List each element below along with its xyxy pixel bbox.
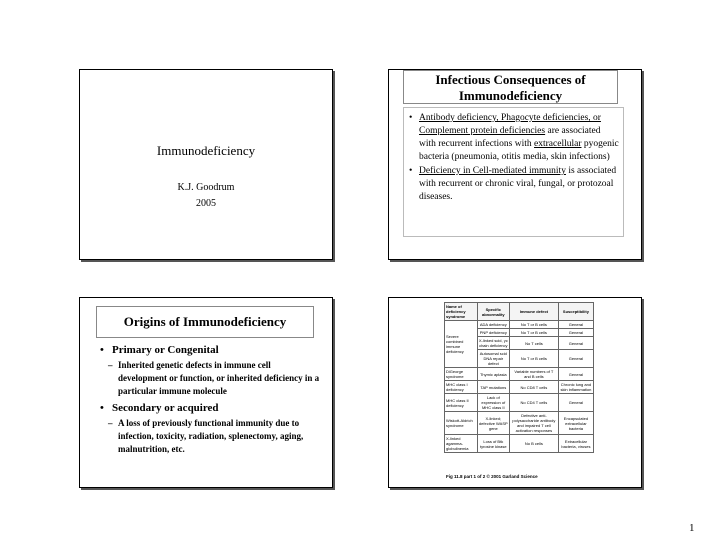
table-cell: Lack of expression of MHC class II bbox=[477, 394, 509, 412]
sub-bullet-item bbox=[100, 417, 320, 456]
bullet-text: are associated with recurrent infections with bbox=[419, 126, 601, 149]
bullet-item bbox=[100, 344, 320, 357]
bullet-item bbox=[100, 402, 320, 415]
deficiency-table bbox=[444, 302, 594, 453]
table-header-cell: Specific abnormality bbox=[477, 303, 509, 321]
bullet-icon: • bbox=[100, 402, 104, 414]
table-row bbox=[445, 368, 594, 381]
table-header-row bbox=[445, 303, 594, 321]
table-cell: Defective anti-polysaccharide antibody and impaired T cell activation responses bbox=[509, 412, 558, 435]
slide-infectious-consequences bbox=[388, 69, 642, 260]
table-cell: Wiskott-Aldrich syndrome bbox=[445, 412, 478, 435]
slide-heading: Origins of Immunodeficiency bbox=[96, 306, 314, 338]
table-cell: General bbox=[558, 394, 593, 412]
table-cell: X-linked scid, γc chain deficiency bbox=[478, 338, 508, 348]
slide-title-heading: Immunodeficiency bbox=[156, 143, 256, 158]
table-cell: General bbox=[558, 337, 593, 350]
figure-caption: Fig 11.8 part 1 of 2 © 2001 Garland Science bbox=[446, 474, 538, 479]
table-row bbox=[445, 321, 594, 329]
table-cell: TAP mutations bbox=[477, 381, 509, 394]
table-cell: Autosomal scid DNA repair defect bbox=[477, 350, 509, 368]
table-cell: DiGeorge syndrome bbox=[445, 368, 478, 381]
slide-year: 2005 bbox=[196, 198, 216, 209]
table-cell: No B cells bbox=[509, 435, 558, 453]
table-cell: Thymic aplasia bbox=[477, 368, 509, 381]
sub-bullet-item bbox=[100, 359, 320, 398]
slide-origins bbox=[79, 297, 333, 488]
page-number: 1 bbox=[689, 522, 695, 534]
table-cell: X-linked agamma-globulinemia bbox=[445, 435, 478, 453]
sub-bullet-text: Inherited genetic defects in immune cell development or function, or inherited deficiency in a particular immune molecule bbox=[118, 360, 320, 396]
table-cell: No CD4 T cells bbox=[509, 394, 558, 412]
slide-body bbox=[403, 107, 624, 237]
bullet-icon: • bbox=[100, 344, 104, 356]
table-cell: General bbox=[558, 368, 593, 381]
bullet-text: Secondary or acquired bbox=[112, 402, 219, 414]
table-cell: PNP deficiency bbox=[477, 329, 509, 337]
bullet-text: pyogenic bacteria (pneumonia, otitis media, skin infections) bbox=[419, 139, 619, 162]
bullet-text-underlined: Antibody deficiency, Phagocyte deficiencies, or Complement protein deficiencies bbox=[419, 113, 601, 136]
table-row bbox=[445, 435, 594, 453]
table-cell: MHC class I deficiency bbox=[445, 381, 478, 394]
table-cell: Chronic lung and skin inflammation bbox=[558, 381, 593, 394]
table-row bbox=[445, 412, 594, 435]
table-cell: No T or B cells bbox=[509, 329, 558, 337]
bullet-text: Primary or Congenital bbox=[112, 344, 219, 356]
table-cell: General bbox=[558, 321, 593, 329]
bullet-icon: • bbox=[409, 166, 413, 176]
bullet-text-underlined: extracellular bbox=[534, 139, 582, 149]
dash-icon: – bbox=[108, 360, 113, 370]
table-row bbox=[445, 381, 594, 394]
table-cell: ADA deficiency bbox=[477, 321, 509, 329]
table-cell: Loss of Btk tyrosine kinase bbox=[477, 435, 509, 453]
bullet-item bbox=[409, 165, 619, 204]
table-cell: No T cells bbox=[509, 337, 558, 350]
table-header-cell: Susceptibility bbox=[558, 303, 593, 321]
table-header-cell: Name of deficiency syndrome bbox=[445, 303, 478, 321]
bullet-item bbox=[409, 112, 619, 164]
table-cell: Extracellular bacteria, viruses bbox=[558, 435, 593, 453]
table-cell: Variable numbers of T and B cells bbox=[509, 368, 558, 381]
table-cell: No CD8 T cells bbox=[509, 381, 558, 394]
sub-bullet-text: A loss of previously functional immunity due to infection, toxicity, radiation, splenectomy, aging, malnutrition, etc. bbox=[118, 418, 304, 454]
slide-title bbox=[79, 69, 333, 260]
bullet-text: is associated with recurrent or chronic viral, fungal, or protozoal diseases. bbox=[419, 166, 617, 202]
slide-author: K.J. Goodrum bbox=[177, 182, 235, 193]
bullet-icon: • bbox=[409, 113, 413, 123]
dash-icon: – bbox=[108, 418, 113, 428]
table-cell: No T or B cells bbox=[509, 350, 558, 368]
bullet-text-underlined: Deficiency in Cell-mediated immunity bbox=[419, 166, 566, 176]
slide-deficiency-table bbox=[388, 297, 642, 488]
table-cell: MHC class II deficiency bbox=[445, 394, 478, 412]
table-row bbox=[445, 394, 594, 412]
table-cell: General bbox=[558, 350, 593, 368]
table-cell: General bbox=[558, 329, 593, 337]
slide-heading: Infectious Consequences of Immunodeficiency bbox=[403, 70, 618, 104]
table-header-cell: Immune defect bbox=[509, 303, 558, 321]
table-cell: No T or B cells bbox=[509, 321, 558, 329]
bullet-list bbox=[100, 344, 320, 460]
table-cell: Encapsulated extracellular bacteria bbox=[558, 412, 593, 435]
table-cell: X-linked; defective WASP gene bbox=[477, 412, 509, 435]
table-cell: Severe combined immune deficiency bbox=[445, 321, 478, 368]
